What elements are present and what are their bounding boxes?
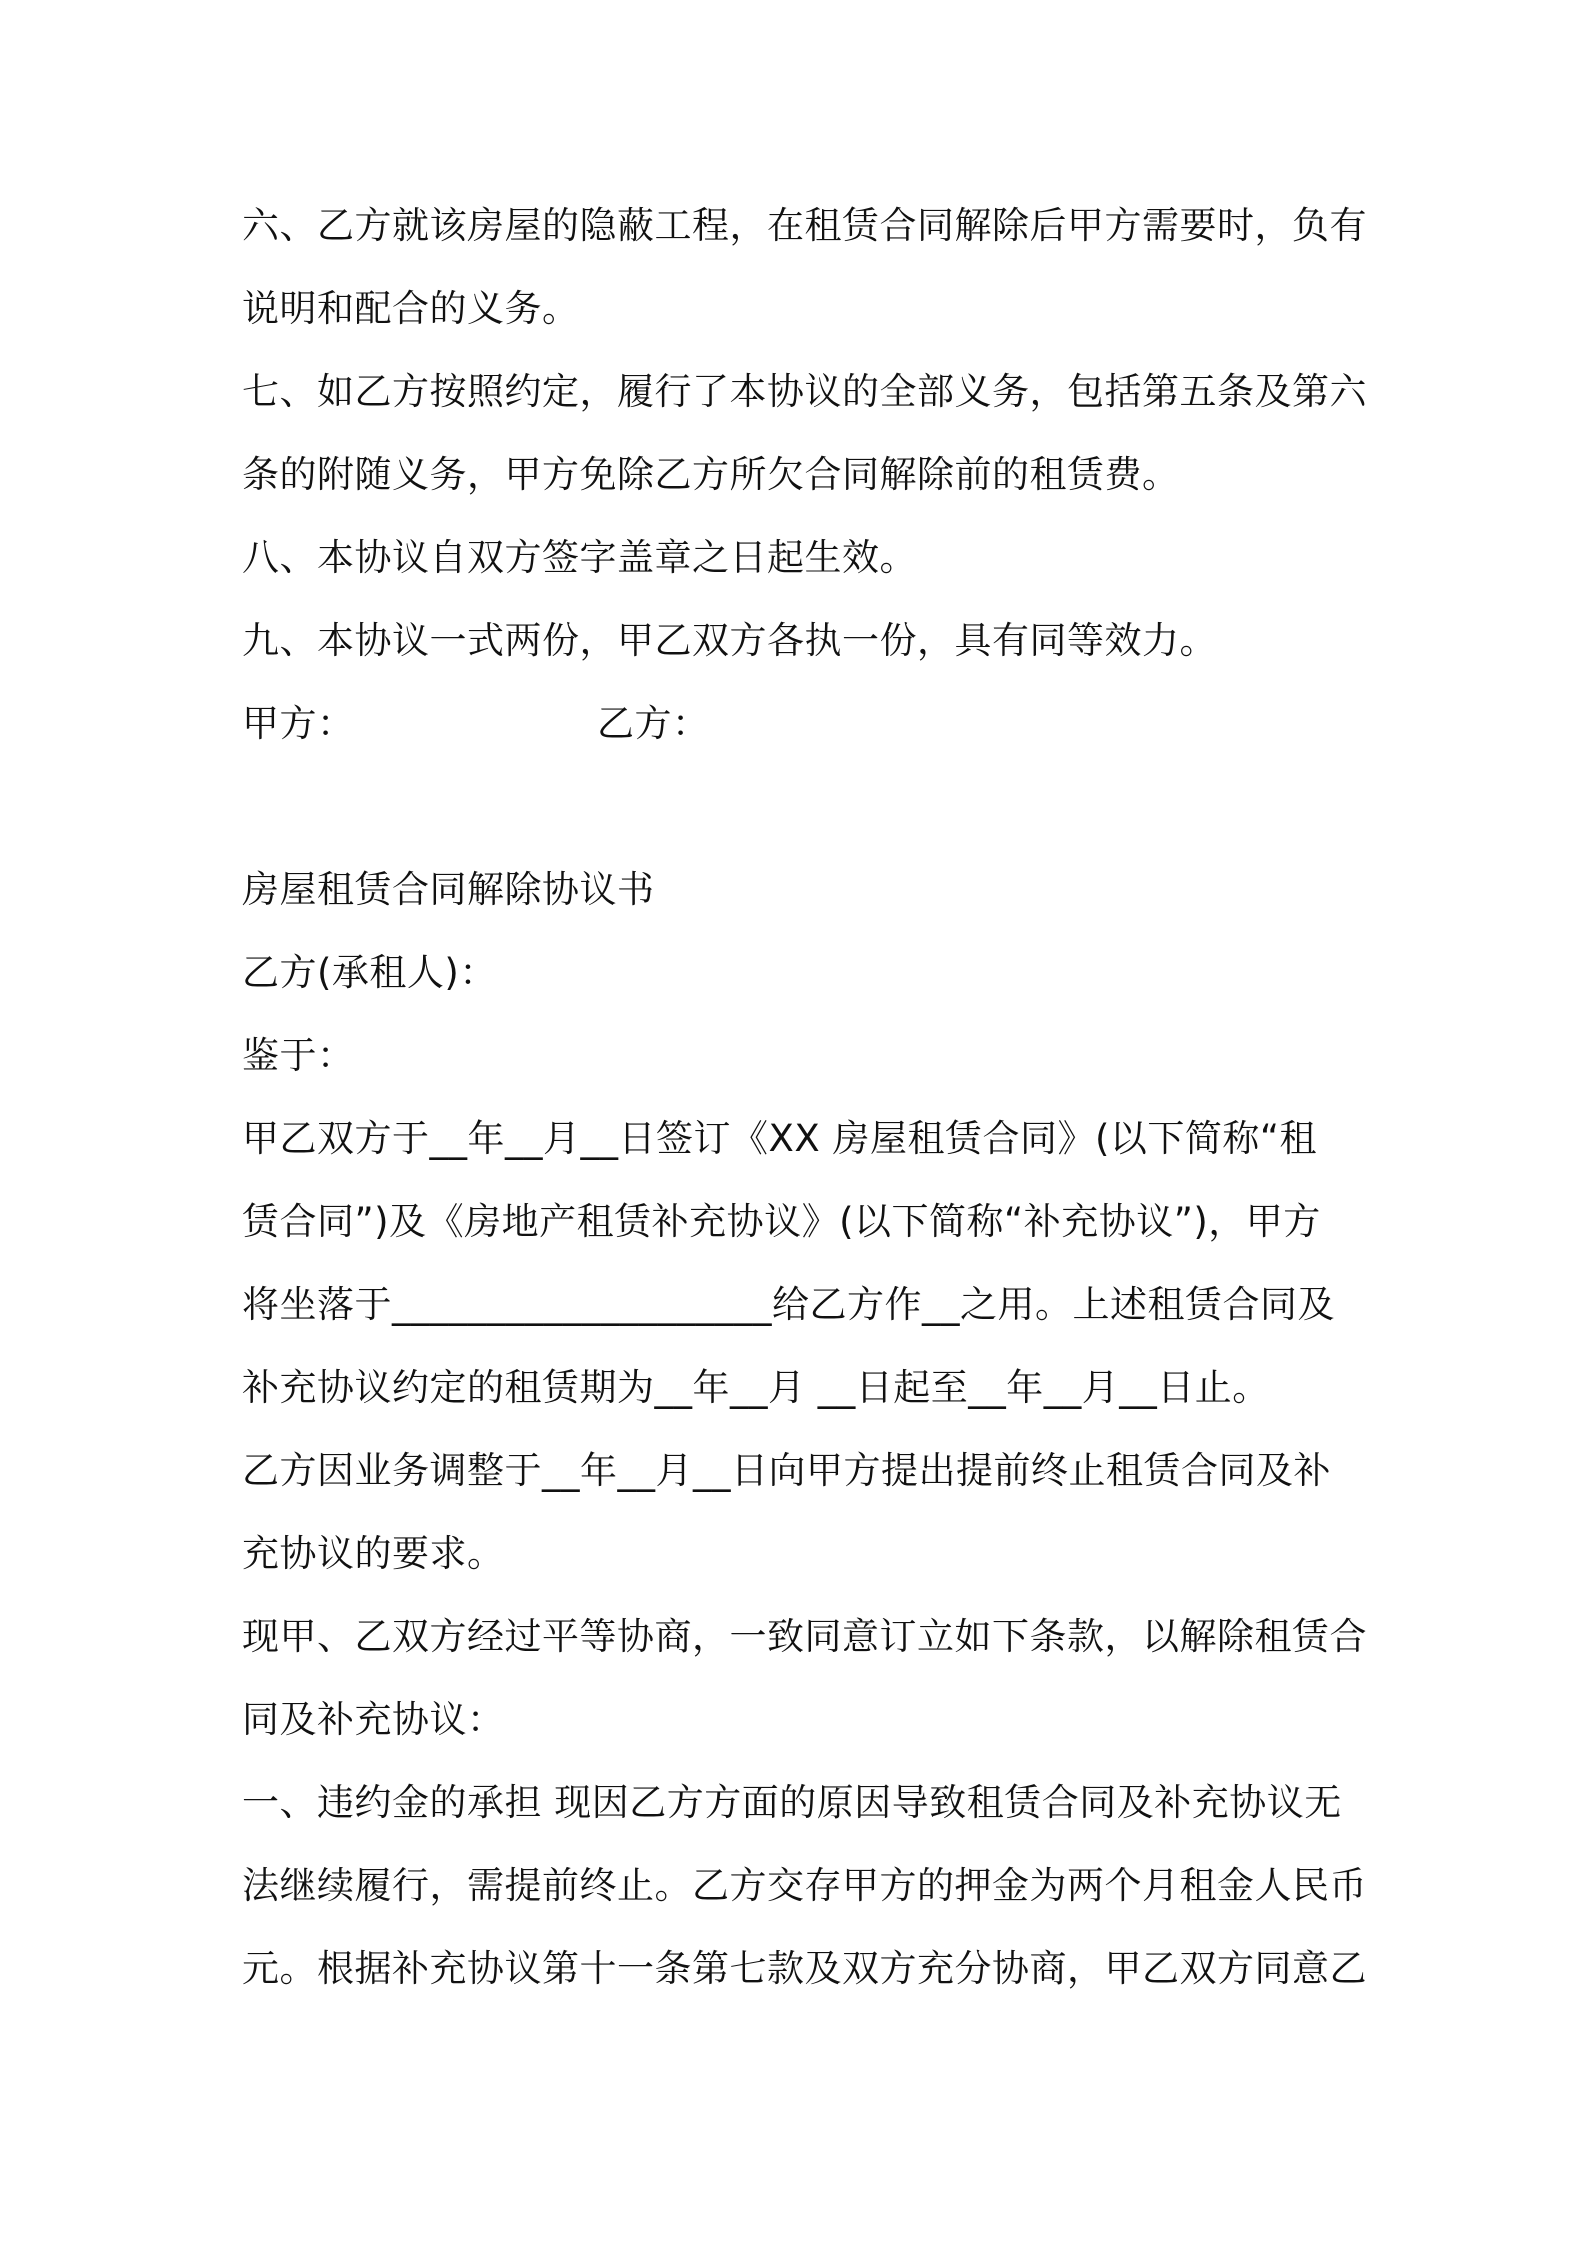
agreement-line: 同及补充协议： [242,1698,505,1741]
agreement-line: 赁合同”)及《房地产租赁补充协议》(以下简称“补充协议”)，甲方 [242,1200,1321,1243]
agreement-line: 乙方因业务调整于__年__月__日向甲方提出提前终止租赁合同及补 [242,1449,1331,1492]
clause-7-line-2: 条的附随义务，甲方免除乙方所欠合同解除前的租赁费。 [242,453,1180,496]
signature-block [242,700,1362,748]
clause-7-line-1: 七、如乙方按照约定，履行了本协议的全部义务，包括第五条及第六 [242,370,1367,413]
agreement-line: 元。根据补充协议第十一条第七款及双方充分协商，甲乙双方同意乙 [242,1947,1367,1990]
agreement-line: 充协议的要求。 [242,1532,505,1575]
clause-9: 九、本协议一式两份，甲乙双方各执一份，具有同等效力。 [242,619,1217,662]
agreement-line: 一、违约金的承担 现因乙方方面的原因导致租赁合同及补充协议无 [242,1781,1342,1824]
agreement-line: 现甲、乙双方经过平等协商，一致同意订立如下条款，以解除租赁合 [242,1615,1367,1658]
party-b-signature-label: 乙方： [597,702,710,745]
clause-8: 八、本协议自双方签字盖章之日起生效。 [242,536,917,579]
clause-6-line-2: 说明和配合的义务。 [242,287,580,330]
whereas-label: 鉴于： [242,1034,355,1077]
agreement-line: 甲乙双方于__年__月__日签订《XX 房屋租赁合同》(以下简称“租 [242,1117,1318,1160]
party-a-signature-label: 甲方： [242,702,355,745]
agreement-line: 将坐落于____________________给乙方作__之用。上述租赁合同及 [242,1283,1335,1326]
agreement-line: 补充协议约定的租赁期为__年__月 __日起至__年__月__日止。 [242,1366,1270,1409]
agreement-title: 房屋租赁合同解除协议书 [242,868,655,911]
agreement-line: 法继续履行，需提前终止。乙方交存甲方的押金为两个月租金人民币 [242,1864,1367,1907]
clause-6-line-1: 六、乙方就该房屋的隐蔽工程，在租赁合同解除后甲方需要时，负有 [242,204,1367,247]
lessee-label: 乙方(承租人)： [242,951,497,994]
